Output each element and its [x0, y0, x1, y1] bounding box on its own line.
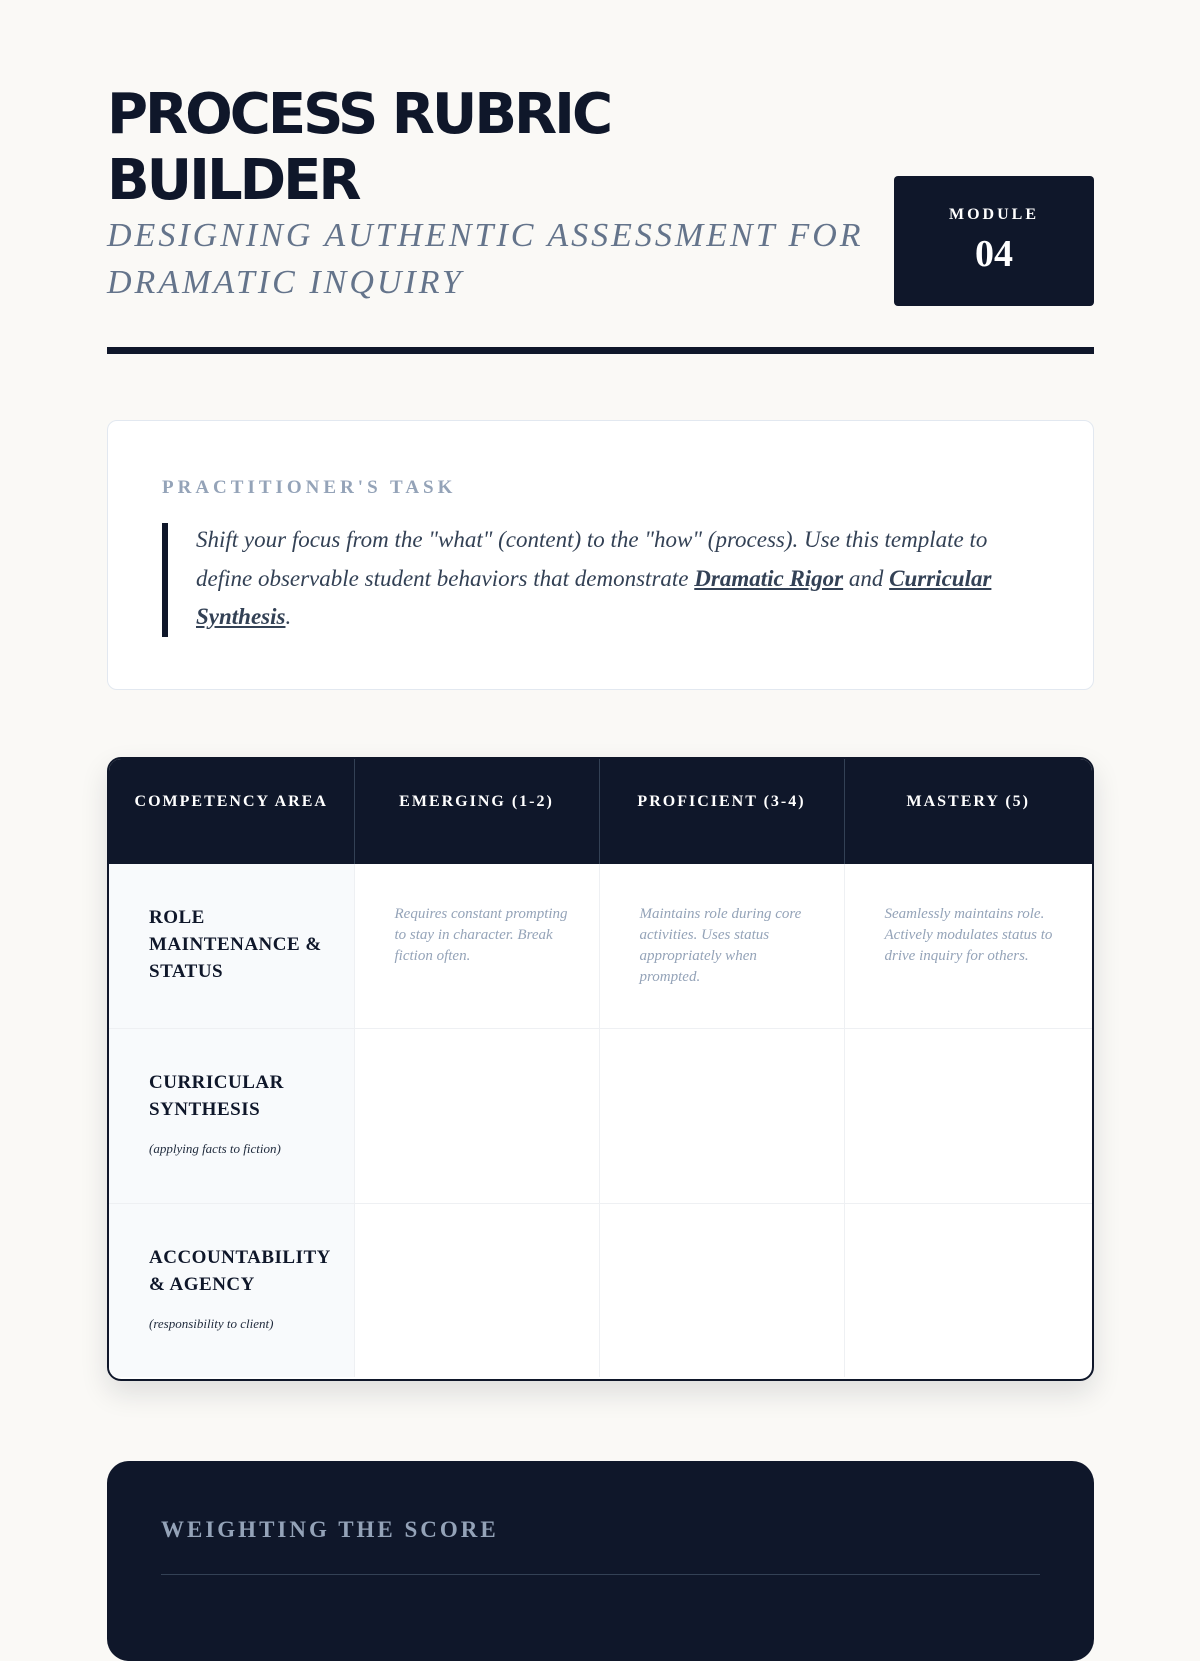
table-row — [109, 1203, 1092, 1377]
task-text — [196, 521, 1036, 637]
competency-cell — [109, 1028, 354, 1203]
task-text-conjunction: and — [843, 565, 890, 591]
dramatic-rigor-term: Dramatic Rigor — [694, 565, 844, 591]
table-row — [109, 864, 1092, 1028]
page-title: PROCESS RUBRIC BUILDER — [107, 82, 611, 213]
mastery-cell[interactable] — [844, 1028, 1092, 1203]
header-divider — [107, 347, 1094, 354]
mastery-cell[interactable] — [844, 1203, 1092, 1377]
mastery-cell[interactable]: Seamlessly maintains role. Actively modulates status to drive inquiry for others. — [844, 864, 1092, 1028]
header — [107, 0, 1094, 355]
quote-bar — [162, 523, 168, 637]
header-mastery: MASTERY (5) — [844, 759, 1092, 864]
weighting-panel — [107, 1461, 1094, 1661]
emerging-cell[interactable] — [354, 1028, 599, 1203]
module-number: 04 — [975, 233, 1013, 275]
competency-name: ROLE MAINTENANCE & STATUS — [149, 907, 322, 982]
header-proficient: PROFICIENT (3-4) — [599, 759, 844, 864]
header-competency: COMPETENCY AREA — [109, 759, 354, 864]
competency-note: (responsibility to client) — [149, 1315, 274, 1331]
module-label: MODULE — [949, 206, 1039, 223]
competency-cell — [109, 864, 354, 1028]
task-text-intro: Shift your focus from the "what" (content) to the "how" (process). Use this template to define observable student behaviors that demonstrate — [196, 527, 988, 591]
proficient-cell[interactable]: Maintains role during core activities. Uses status appropriately when prompted. — [599, 864, 844, 1028]
rubric-header-row — [109, 759, 1092, 864]
curricular-synthesis-term: Curricular Synthesis — [196, 565, 992, 629]
competency-name: ACCOUNTABILITY & AGENCY — [149, 1246, 331, 1295]
task-text-end: . — [285, 604, 292, 629]
page-subtitle: DESIGNING AUTHENTIC ASSESSMENT FOR DRAMATIC INQUIRY — [107, 217, 864, 301]
competency-name: CURRICULAR SYNTHESIS — [149, 1071, 284, 1120]
page — [107, 0, 1094, 1542]
header-emerging: EMERGING (1-2) — [354, 759, 599, 864]
task-label: PRACTITIONER'S TASK — [162, 477, 457, 498]
proficient-cell[interactable] — [599, 1028, 844, 1203]
task-card — [107, 420, 1094, 690]
emerging-cell[interactable] — [354, 1203, 599, 1377]
rubric-table — [107, 757, 1094, 1381]
weighting-divider — [161, 1574, 1040, 1575]
module-badge — [894, 176, 1094, 306]
emerging-cell[interactable]: Requires constant prompting to stay in character. Break fiction often. — [354, 864, 599, 1028]
competency-cell — [109, 1203, 354, 1377]
proficient-cell[interactable] — [599, 1203, 844, 1377]
table-row — [109, 1028, 1092, 1203]
weighting-title: WEIGHTING THE SCORE — [161, 1517, 499, 1542]
competency-note: (applying facts to fiction) — [149, 1140, 281, 1156]
